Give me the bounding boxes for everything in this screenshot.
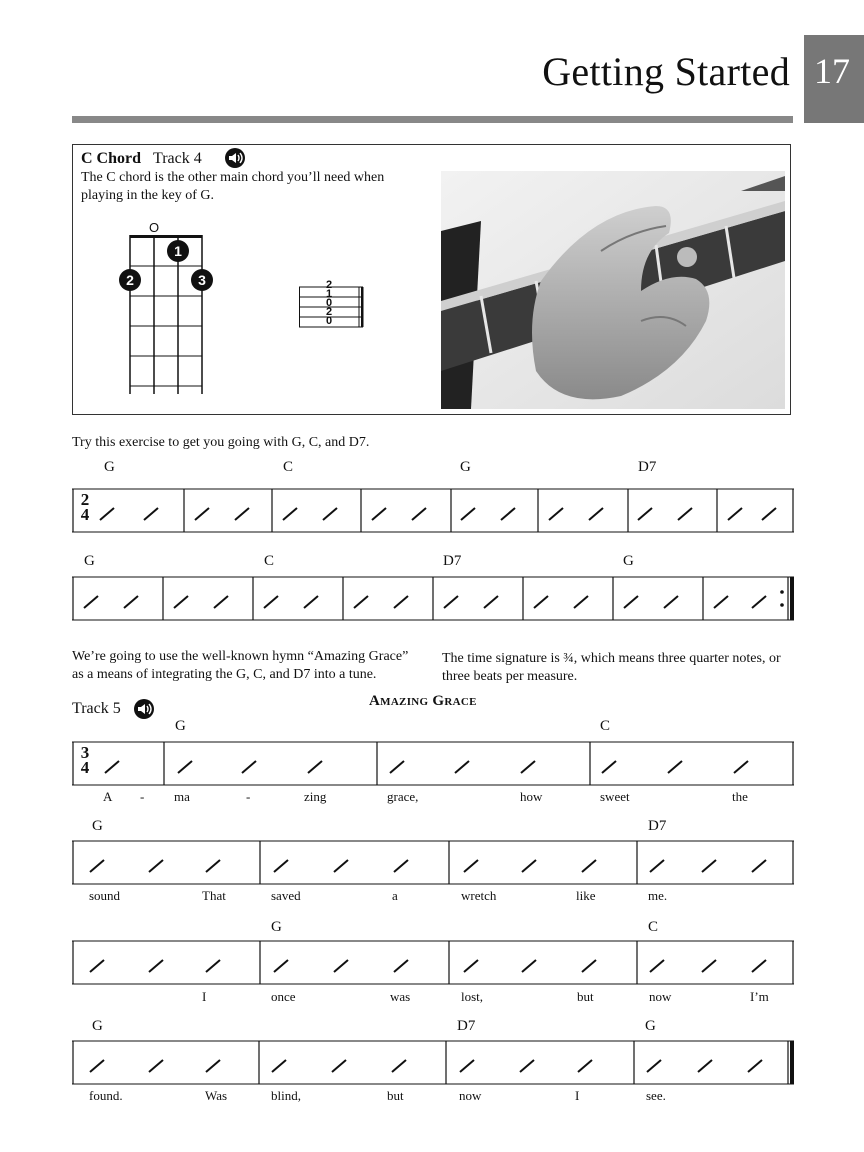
page-title: Getting Started [542,49,790,94]
hymn-intro-left [72,648,408,684]
tab-number: 2 [325,306,333,318]
finger-2-dot: 2 [119,269,141,291]
lyric: once [271,989,296,1004]
chord-label: G [84,553,95,569]
song-staff-2 [72,840,794,886]
chord-label: D7 [648,818,667,834]
tab-number: 2 [325,279,333,291]
hymn-intro-right [442,650,781,686]
lyric: A [103,789,113,804]
intro-line: as a means of integrating the G, C, and D7 into a tune. [72,667,377,682]
lyric: me. [648,888,668,903]
time-sig-top: 2 [80,490,90,509]
chord-label: G [623,553,634,569]
lyric: sound [89,888,121,903]
chord-label: C [283,459,294,475]
intro-line: three beats per measure. [442,669,578,684]
lyric: was [390,989,411,1004]
song-title: Amazing Grace [369,693,477,709]
lyric: but [577,989,594,1004]
lyric: now [649,989,672,1004]
time-signature-2-4 [78,492,92,522]
lyric: now [459,1088,482,1103]
header-rule [72,116,793,123]
tab-fret-numbers [324,281,334,326]
lyric: I [575,1088,580,1103]
chord-label: C [600,718,611,734]
song-staff-1 [72,741,794,787]
chord-diagram [115,232,220,397]
chord-label: C [648,919,659,935]
chord-label: C [264,553,275,569]
c-chord-heading [81,150,202,168]
exercise-staff-1 [72,488,794,534]
chord-label: G [104,459,115,475]
lyric: - [246,789,251,804]
lyric: see. [646,1088,666,1103]
description-line: playing in the key of G. [81,188,214,203]
lyric: lost, [461,989,484,1004]
lyric: saved [271,888,301,903]
song-staff-4 [72,1040,794,1086]
lyric: how [520,789,543,804]
speaker-icon[interactable] [224,147,246,169]
lyric: wretch [461,888,497,903]
c-chord-description [81,169,384,205]
open-string-marker: O [149,220,160,235]
lyric: the [732,789,748,804]
lyric: - [140,789,145,804]
tab-number: 0 [325,315,333,327]
speaker-icon[interactable] [133,698,155,720]
track-4-label: Track 4 [153,150,202,167]
lyric: sweet [600,789,630,804]
chord-label: G [175,718,186,734]
lyric: zing [304,789,327,804]
intro-line: We’re going to use the well-known hymn “Amazing Grace” [72,649,409,664]
time-sig-bottom: 4 [80,758,90,777]
chord-label: D7 [638,459,657,475]
tab-number: 0 [325,297,333,309]
lyric: I [202,989,207,1004]
time-sig-bottom: 4 [80,505,90,524]
lyric: I’m [750,989,769,1004]
intro-line: The time signature is ¾, which means three quarter notes, or [442,651,781,666]
lyric: a [392,888,398,903]
lyric: like [576,888,596,903]
lyric: blind, [271,1088,301,1103]
lyric: found. [89,1088,123,1103]
hand-on-banjo-neck-photo [441,171,785,409]
lyric: ma [174,789,190,804]
chord-label: G [92,1018,103,1034]
song-staff-3 [72,940,794,986]
track-5-label: Track 5 [72,700,121,717]
exercise-staff-2 [72,576,794,622]
chord-label: G [645,1018,656,1034]
exercise-intro: Try this exercise to get you going with G, C, and D7. [72,435,370,450]
chord-label: D7 [457,1018,476,1034]
description-line: The C chord is the other main chord you’ll need when [81,170,385,185]
finger-3-dot: 3 [191,269,213,291]
time-sig-top: 3 [80,743,90,762]
chord-label: D7 [443,553,462,569]
lyric: That [202,888,226,903]
lyric: grace, [387,789,419,804]
chord-label: G [460,459,471,475]
chord-label: G [271,919,282,935]
c-chord-title: C Chord [81,150,142,167]
lyric: Was [205,1088,228,1103]
page-number: 17 [814,51,850,91]
tab-number: 1 [325,288,333,300]
lyric: but [387,1088,404,1103]
time-signature-3-4 [78,745,92,775]
finger-1-dot: 1 [167,240,189,262]
chord-label: G [92,818,103,834]
